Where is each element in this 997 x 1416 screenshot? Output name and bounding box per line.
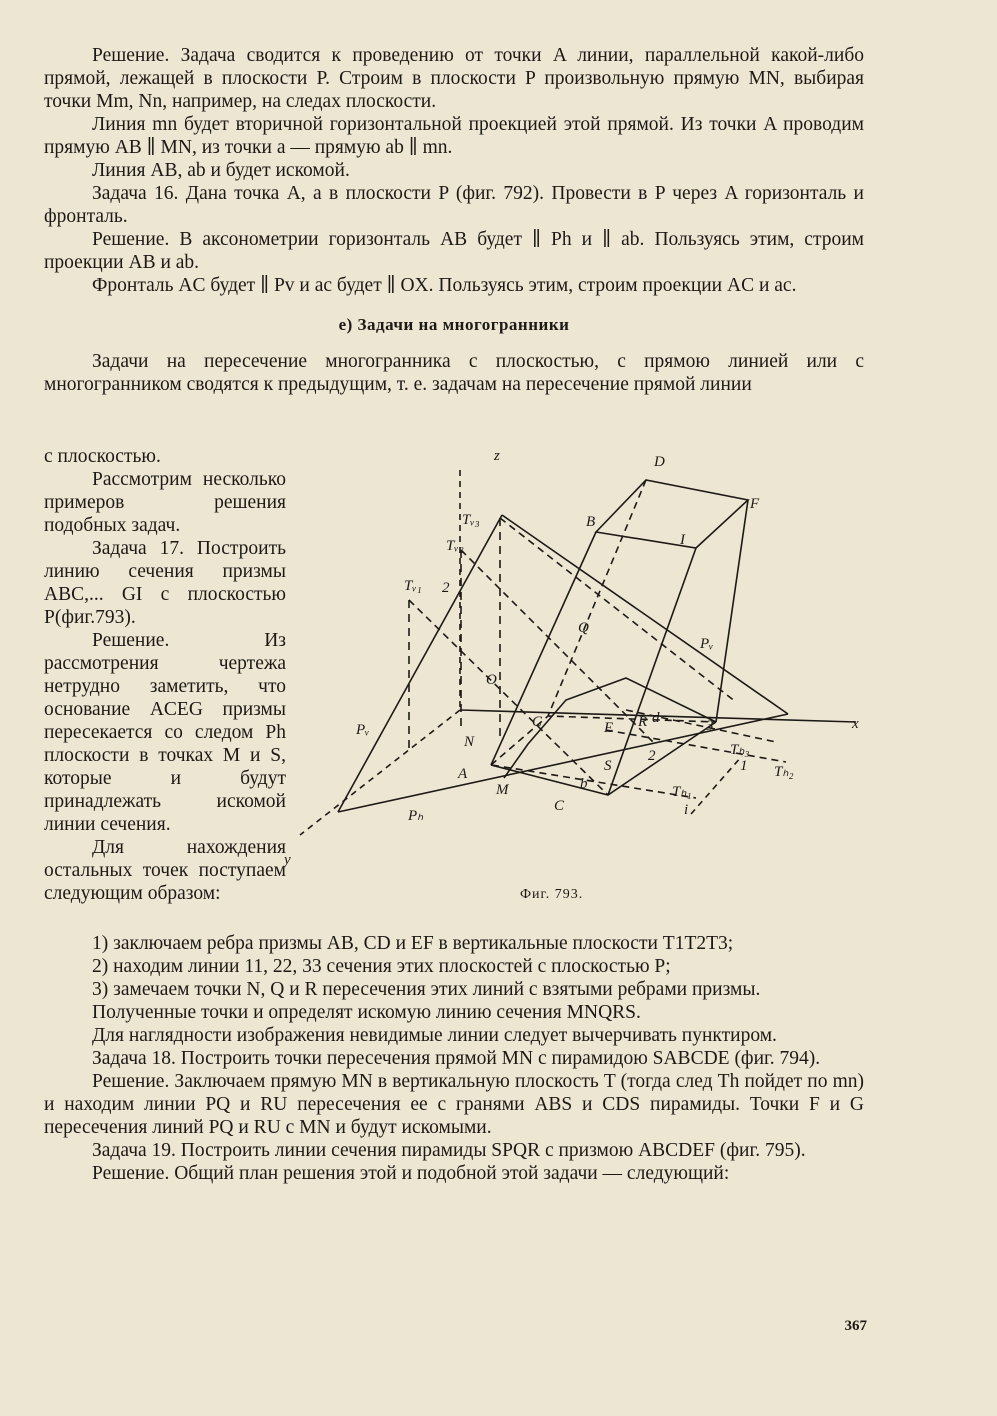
label-b: B <box>586 514 596 530</box>
bottom-line-4: Для наглядности изображения невидимые линии следует вычерчивать пунктиром. <box>92 1025 777 1046</box>
bottom-text-block <box>44 932 864 1185</box>
label-tv3: Tᵥ₃ <box>462 512 480 528</box>
paragraph-frontal: Фронталь AC будет ∥ Pv и ac будет ∥ OX. Пользуясь этим, строим проекции AC и ac. <box>92 275 797 296</box>
label-n1: 1 <box>740 758 748 774</box>
label-m: M <box>496 782 509 798</box>
bottom-line-3: Полученные точки и определят искомую линию сечения MNQRS. <box>92 1002 641 1023</box>
label-i: I <box>680 532 685 548</box>
label-n2-axis: 2 <box>442 580 450 596</box>
label-z: z <box>494 448 500 464</box>
section-heading: е) Задачи на многогранники <box>338 315 570 334</box>
bottom-line-2: 3) замечаем точки N, Q и R пересечения этих линий с взятыми ребрами призмы. <box>92 979 761 1000</box>
side-line-4: Для нахождения остальных точек поступаем следующим образом: <box>44 837 286 904</box>
label-th3: Tₕ₃ <box>730 742 750 758</box>
paragraph-intro: Задачи на пересечение многогранника с плоскостью, с прямою линией или с многогранником сводятся к предыдущим, т. е. задачам на пересечение прямой линии <box>44 351 864 395</box>
label-th1: Tₕ₁ <box>672 784 692 800</box>
side-text-block <box>44 445 286 905</box>
bottom-line-1: 2) находим линии 11, 22, 33 сечения этих плоскостей с плоскостью P; <box>92 956 671 977</box>
label-tv1: Tᵥ₁ <box>404 578 422 594</box>
label-e: E <box>604 720 614 736</box>
bottom-line-7: Задача 19. Построить линии сечения пирамиды SPQR с призмою ABCDEF (фиг. 795). <box>92 1140 806 1161</box>
label-a: A <box>458 766 468 782</box>
page-number: 367 <box>844 1318 867 1334</box>
side-line-0: с плоскостью. <box>44 446 161 467</box>
label-q: Q <box>578 620 589 636</box>
paragraph-solution-16: Решение. В аксонометрии горизонталь AB будет ∥ Ph и ∥ ab. Пользуясь этим, строим проекции AB и ab. <box>44 229 864 273</box>
label-y: y <box>284 852 291 868</box>
label-r: R <box>638 714 648 730</box>
bottom-line-5: Задача 18. Построить точки пересечения прямой MN с пирамидою SABCDE (фиг. 794). <box>92 1048 821 1069</box>
figure-caption: Фиг. 793. <box>520 887 584 902</box>
label-n: N <box>464 734 475 750</box>
label-n2: 2 <box>648 748 656 764</box>
label-pv-left: Pᵥ <box>356 722 370 738</box>
paragraph-task-16: Задача 16. Дана точка A, a в плоскости P (фиг. 792). Провести в P через A горизонталь и фронталь. <box>44 183 864 227</box>
line-ci <box>691 756 742 814</box>
paragraph-solution-15: Решение. Задача сводится к проведению от точки A линии, параллельной какой-либо прямой, лежащей в плоскости P. Строим в плоскости P произвольную прямую MN, выбирая точки Mm, Nn, например, на следах плоскости. <box>44 45 864 112</box>
label-d: D <box>654 454 665 470</box>
label-c: C <box>554 798 565 814</box>
label-n3: 3 <box>706 718 714 734</box>
label-x: x <box>852 716 859 732</box>
edge-ab <box>491 532 596 765</box>
label-b-small: b <box>580 776 588 792</box>
trace-th1-line <box>492 765 696 798</box>
line-33 <box>500 518 736 702</box>
prism-top <box>596 480 748 548</box>
label-f: F <box>750 496 760 512</box>
label-d-small: d <box>652 710 660 726</box>
paragraph-line-mn: Линия mn будет вторичной горизонтальной проекцией этой прямой. Из точки A проводим прямую AB ∥ MN, из точки a — прямую ab ∥ mn. <box>44 114 864 158</box>
label-tv2: Tᵥ₂ <box>446 538 464 554</box>
bottom-line-0: 1) заключаем ребра призмы AB, CD и EF в вертикальные плоскости T1T2T3; <box>92 933 734 954</box>
label-pv-right: Pᵥ <box>700 636 714 652</box>
label-i-small: i <box>684 802 689 818</box>
axis-y-line <box>300 710 460 835</box>
side-line-2: Задача 17. Построить линию сечения призмы ABC,... GI с плоскостью P(фиг.793). <box>44 538 286 628</box>
paragraph-line-ab: Линия AB, ab и будет искомой. <box>92 160 350 181</box>
bottom-line-6: Решение. Заключаем прямую MN в вертикальную плоскость T (тогда след Th пойдет по mn) и находим линии PQ и RU пересечения ее с гранями ABS и CDS пирамиды. Точки F и G пересечения линий PQ и RU с MN и будут искомыми. <box>44 1071 864 1138</box>
label-o: O <box>486 672 497 688</box>
trace-pv-line <box>338 515 502 812</box>
label-s: S <box>604 758 612 774</box>
trace-pv-right-line <box>502 515 788 714</box>
top-text-block <box>44 44 864 396</box>
edge-ef <box>716 500 748 722</box>
label-ph: Pₕ <box>408 808 424 824</box>
side-line-1: Рассмотрим несколько примеров решения подобных задач. <box>44 469 286 536</box>
side-line-3: Решение. Из рассмотрения чертежа нетрудно заметить, что основание ACEG призмы пересекается со следом Ph плоскости в точках M и S, которые и будут принадлежать искомой линии сечения. <box>44 630 286 835</box>
label-c-small: C <box>532 714 543 730</box>
figure-793 <box>284 440 876 920</box>
label-th2: Tₕ₂ <box>774 764 794 780</box>
bottom-line-8: Решение. Общий план решения этой и подобной этой задачи — следующий: <box>92 1163 730 1184</box>
